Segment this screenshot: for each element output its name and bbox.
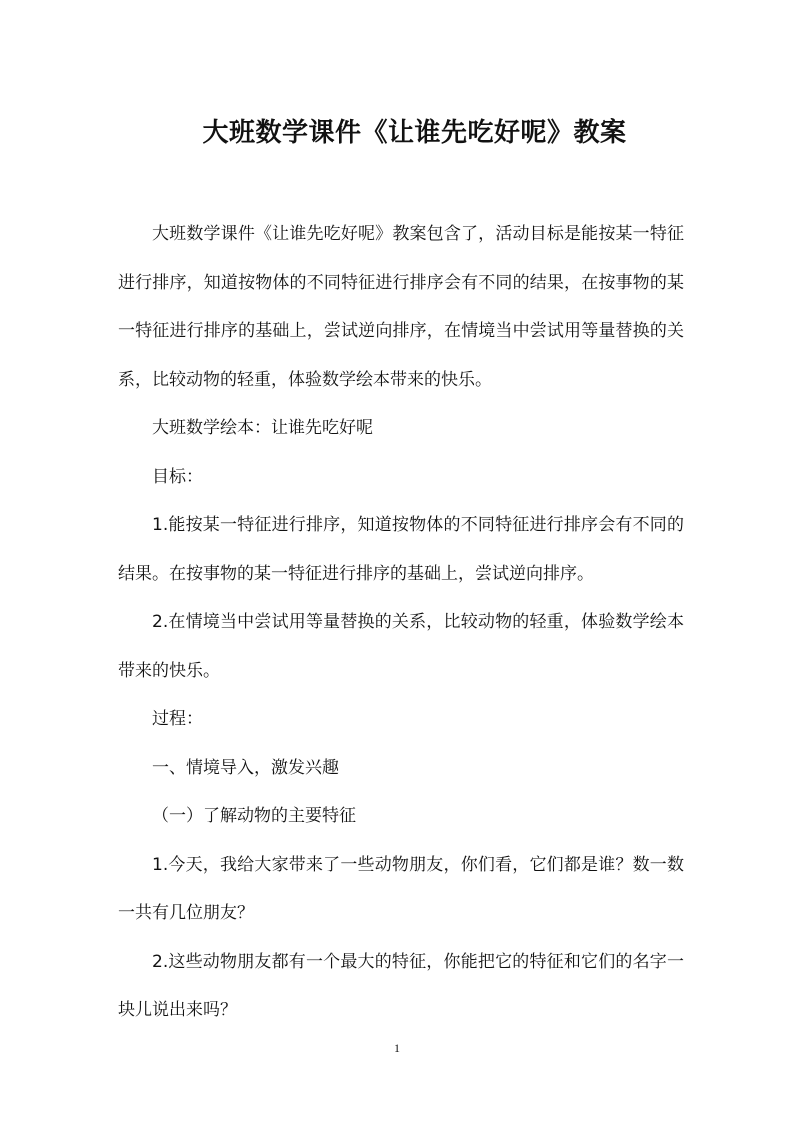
paragraph-intro: 大班数学课件《让谁先吃好呢》教案包含了，活动目标是能按某一特征进行排序，知道按物体的不同特征进行排序会有不同的结果，在按事物的某一特征进行排序的基础上，尝试逆向排序，在情境当中尝试用等量替换的关系，比较动物的轻重，体验数学绘本带来的快乐。: [118, 224, 684, 390]
paragraph-step-2: 2.这些动物朋友都有一个最大的特征，你能把它的特征和它们的名字一块儿说出来吗？: [118, 951, 684, 1020]
paragraph-goal-2: 2.在情境当中尝试用等量替换的关系，比较动物的轻重，体验数学绘本带来的快乐。: [118, 612, 684, 681]
paragraph-step-1: 1.今天，我给大家带来了一些动物朋友，你们看，它们都是谁？数一数一共有几位朋友？: [118, 854, 684, 923]
paragraph-process-heading: 过程：: [152, 709, 203, 729]
document-body: [118, 210, 684, 1035]
paragraph-goal-1: 1.能按某一特征进行排序，知道按物体的不同特征进行排序会有不同的结果。在按事物的某一特征进行排序的基础上，尝试逆向排序。: [118, 515, 684, 584]
document-title: 大班数学课件《让谁先吃好呢》教案: [202, 118, 627, 149]
page-number: 1: [394, 1041, 400, 1055]
paragraph-section-1-heading: 一、情境导入，激发兴趣: [152, 757, 339, 778]
paragraph-goals-heading: 目标：: [152, 466, 203, 487]
paragraph-subsection-1-heading: （一）了解动物的主要特征: [152, 806, 356, 826]
paragraph-picture-book: 大班数学绘本：让谁先吃好呢: [152, 418, 373, 438]
